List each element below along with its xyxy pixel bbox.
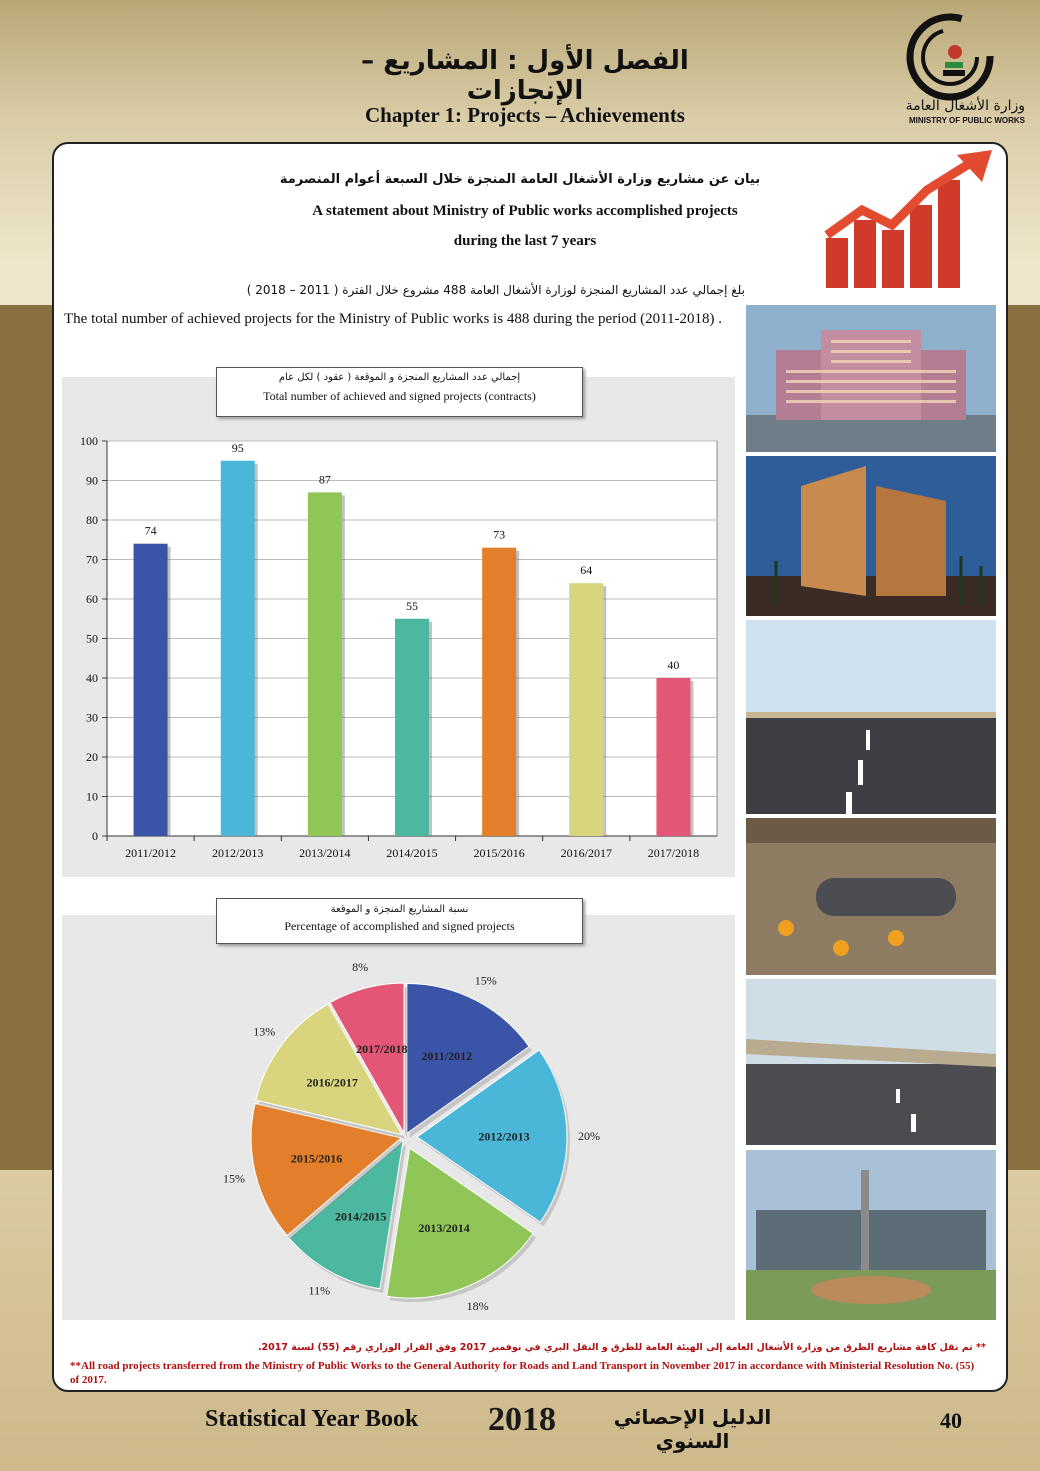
y-tick-label: 50: [86, 631, 98, 646]
statement-title-line1: A statement about Ministry of Public works accomplished projects: [312, 203, 738, 219]
y-tick-label: 10: [86, 789, 98, 804]
pie-percent-label: 18%: [466, 1299, 489, 1314]
x-tick-label: 2013/2014: [299, 846, 351, 860]
pie-percent-label: 15%: [222, 1171, 245, 1186]
y-tick-label: 70: [86, 552, 98, 567]
x-tick-label: 2011/2012: [125, 846, 177, 860]
x-tick-label: 2017/2018: [647, 846, 700, 860]
pie-chart-title: Percentage of accomplished and signed projects: [284, 919, 515, 933]
pie-slice-label: 2012/2013: [478, 1129, 530, 1144]
total-projects-arabic: بلغ إجمالي عدد المشاريع المنجزة لوزارة الأشغال العامة 488 مشروع خلال الفترة ( 2011 – 2018 ): [246, 283, 745, 297]
bar-value-label: 95: [231, 440, 244, 455]
y-tick-label: 80: [86, 513, 98, 527]
bar-value-label: 40: [667, 658, 680, 672]
y-tick-label: 0: [92, 829, 98, 843]
chapter-title: Chapter 1: Projects – Achievements: [365, 103, 685, 127]
ministry-logo: [905, 12, 995, 102]
bar-value-label: 87: [318, 472, 331, 487]
pie-slice-label: 2014/2015: [335, 1209, 387, 1224]
bar-value-label: 64: [580, 563, 593, 578]
footnote: **All road projects transferred from the Ministry of Public Works to the General Authority for Roads and Land Transport in November 2017 in accordance with Ministerial Resolution No. (55) of 2017.: [70, 1360, 975, 1386]
footnote-arabic: ** تم نقل كافة مشاريع الطرق من وزارة الأشغال العامة إلى الهيئة العامة للطرق و النقل البري في نوفمبر 2017 وفق القرار الوزاري رقم (55) لسنة 2017.: [257, 1342, 986, 1353]
pie-percent-label: 13%: [253, 1024, 276, 1039]
y-tick-label: 60: [86, 592, 98, 606]
x-tick-label: 2012/2013: [212, 846, 264, 860]
pie-slice-label: 2015/2016: [290, 1151, 343, 1166]
pie-slice-label: 2011/2012: [421, 1049, 473, 1064]
building-photo-2: [746, 456, 996, 616]
building-photo-1: [746, 305, 996, 452]
bar-2014/2015: [395, 619, 429, 836]
x-tick-label: 2016/2017: [560, 846, 612, 860]
pie-slice-label: 2017/2018: [356, 1042, 408, 1057]
ministry-name: MINISTRY OF PUBLIC WORKS: [909, 116, 1025, 125]
pie-chart-title-arabic: نسبة المشاريع المنجزة و الموقعة: [330, 904, 469, 915]
bar-value-label: 74: [144, 523, 157, 538]
pie-percent-label: 8%: [352, 959, 369, 974]
bridge-road-photo: [746, 979, 996, 1145]
building-photo-3: [746, 1150, 996, 1320]
statement-title-arabic: بيان عن مشاريع وزارة الأشغال العامة المنجزة خلال السبعة أعوام المنصرمة: [279, 172, 761, 187]
x-tick-label: 2015/2016: [473, 846, 525, 860]
y-tick-label: 100: [80, 434, 98, 448]
bar-chart: [62, 377, 735, 877]
x-tick-label: 2014/2015: [386, 846, 438, 860]
pie-percent-label: 11%: [308, 1283, 331, 1298]
y-tick-label: 40: [86, 671, 98, 685]
statement-title-line2: during the last 7 years: [453, 233, 597, 249]
y-tick-label: 90: [86, 473, 98, 488]
road-photo-1: [746, 620, 996, 814]
pie-percent-label: 15%: [474, 973, 497, 988]
bar-2013/2014: [308, 492, 342, 836]
bar-2017/2018: [656, 678, 690, 836]
yearbook-year: 2018: [488, 1401, 556, 1438]
total-projects-text: The total number of achieved projects for the Ministry of Public works is 488 during the period (2011-2018) .: [64, 311, 723, 327]
y-tick-label: 30: [86, 710, 98, 725]
y-tick-label: 20: [86, 750, 98, 764]
bar-2015/2016: [482, 548, 516, 836]
tunnel-photo: [746, 818, 996, 975]
bar-2011/2012: [134, 544, 168, 836]
bar-value-label: 73: [493, 527, 506, 542]
bar-2012/2013: [221, 461, 255, 836]
yearbook-title-arabic: الدليل الإحصائي السنوي: [613, 1405, 772, 1453]
yearbook-title: Statistical Year Book: [205, 1406, 419, 1432]
bar-value-label: 55: [406, 598, 418, 613]
pie-slice-label: 2016/2017: [306, 1075, 358, 1090]
chapter-title-arabic: الفصل الأول : المشاريع – الإنجازات: [361, 46, 689, 106]
pie-slice-label: 2013/2014: [418, 1220, 470, 1235]
bar-2016/2017: [569, 583, 603, 836]
growth-arrow-illustration: [822, 150, 997, 300]
ministry-name-arabic: وزارة الأشغال العامة: [905, 98, 1025, 114]
pie-percent-label: 20%: [577, 1128, 600, 1143]
bar-chart-title-arabic: إجمالي عدد المشاريع المنجزة و الموقعة ( عقود ) لكل عام: [278, 372, 521, 383]
pie-chart: [62, 915, 735, 1320]
page-number: 40: [940, 1408, 962, 1433]
bar-chart-title: Total number of achieved and signed projects (contracts): [263, 389, 536, 403]
